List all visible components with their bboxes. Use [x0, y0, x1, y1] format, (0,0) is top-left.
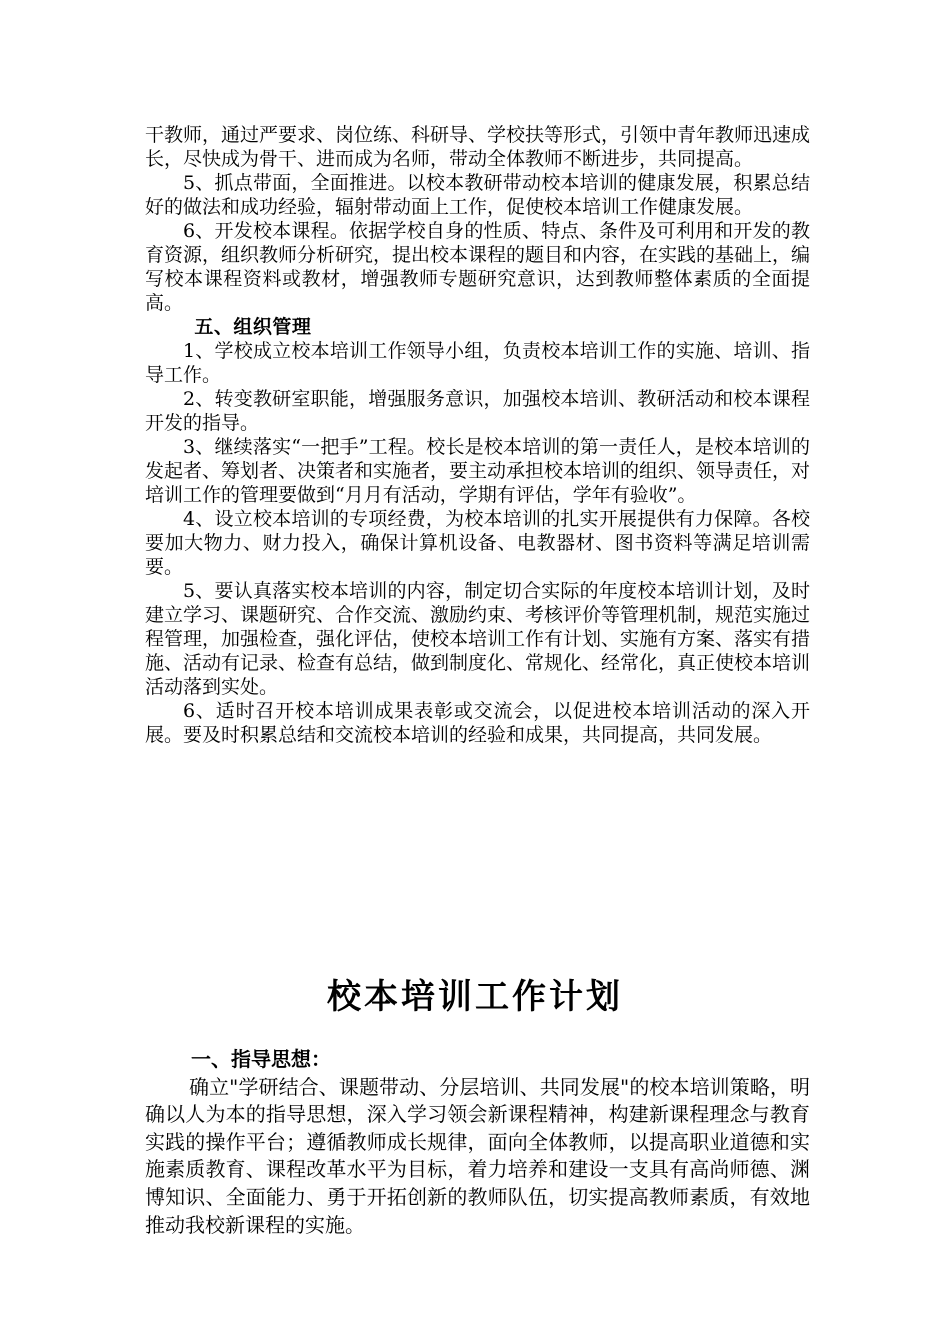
- paragraph-item-6: 6、开发校本课程。依据学校自身的性质、特点、条件及可利用和开发的教育资源，组织教师分析研究，提出校本课程的题目和内容，在实践的基础上，编写校本课程资料或教材，增强教师专题研究意识，达到教师整体素质的全面提高。: [145, 220, 811, 314]
- paragraph-continued: 干教师，通过严要求、岗位练、科研导、学校扶等形式，引领中青年教师迅速成长，尽快成为骨干、进而成为名师，带动全体教师不断进步，共同提高。: [145, 124, 811, 170]
- section-guiding-ideology: [145, 1046, 810, 1239]
- paragraph-item-5: 5、抓点带面，全面推进。以校本教研带动校本培训的健康发展，积累总结好的做法和成功经验，辐射带动面上工作，促使校本培训工作健康发展。: [145, 172, 810, 218]
- document-title: 校本培训工作计划: [327, 977, 623, 1017]
- section-heading-organization: 五、组织管理: [194, 316, 312, 338]
- section-organization-management: [145, 123, 810, 747]
- paragraph-guiding-ideology: 确立"学研结合、课题带动、分层培训、共同发展"的校本培训策略，明确以人为本的指导思想，深入学习领会新课程精神，构建新课程理念与教育实践的操作平台；遵循教师成长规律，面向全体教师，以提高职业道德和实施素质教育、课程改革水平为目标，着力培养和建设一支具有高尚师德、渊博知识、全面能力、勇于开拓创新的教师队伍，切实提高教师素质，有效地推动我校新课程的实施。: [145, 1074, 810, 1237]
- section-heading-guiding-ideology: 一、指导思想：: [191, 1047, 331, 1071]
- paragraph-org-1: 1、学校成立校本培训工作领导小组，负责校本培训工作的实施、培训、指导工作。: [145, 340, 810, 386]
- paragraph-org-2: 2、转变教研室职能，增强服务意识，加强校本培训、教研活动和校本课程开发的指导。: [145, 388, 810, 434]
- paragraph-org-3: 3、继续落实“一把手”工程。校长是校本培训的第一责任人，是校本培训的发起者、筹划者、决策者和实施者，要主动承担校本培训的组织、领导责任，对培训工作的管理要做到“月月有活动，学期有评估，学年有验收”。: [145, 436, 811, 506]
- paragraph-org-6: 6、适时召开校本培训成果表彰或交流会，以促进校本培训活动的深入开展。要及时积累总结和交流校本培训的经验和成果，共同提高，共同发展。: [145, 700, 810, 746]
- paragraph-org-4: 4、设立校本培训的专项经费，为校本培训的扎实开展提供有力保障。各校要加大物力、财力投入，确保计算机设备、电教器材、图书资料等满足培训需要。: [145, 508, 810, 578]
- paragraph-org-5: 5、要认真落实校本培训的内容，制定切合实际的年度校本培训计划，及时建立学习、课题研究、合作交流、激励约束、考核评价等管理机制，规范实施过程管理，加强检查，强化评估，使校本培训工作有计划、实施有方案、落实有措施、活动有记录、检查有总结，做到制度化、常规化、经常化，真正使校本培训活动落到实处。: [145, 580, 811, 698]
